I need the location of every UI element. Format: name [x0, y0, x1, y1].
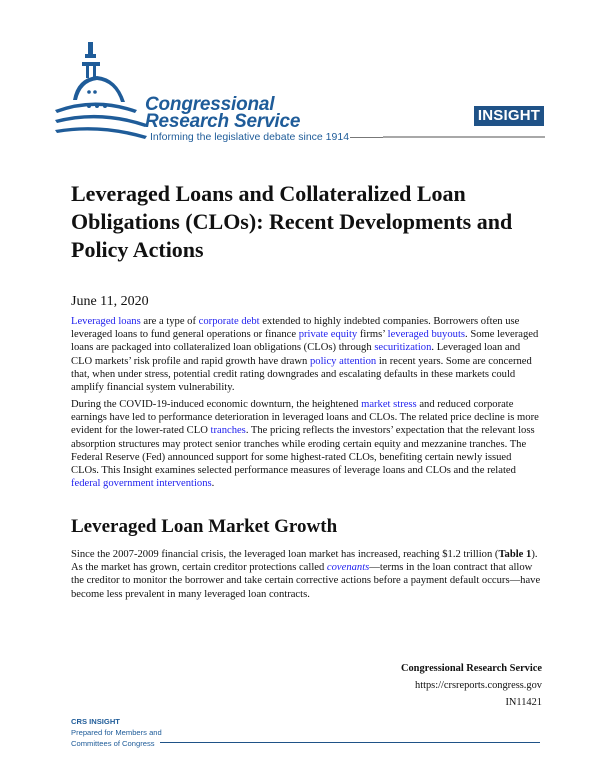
text: extended to highly indebted companies. Borrowers often use leveraged loans to fund general operations or finance	[71, 316, 520, 341]
document-title: Leveraged Loans and Collateralized Loan Obligations (CLOs): Recent Developments and Policy Actions	[71, 181, 513, 262]
publication-date: June 11, 2020	[71, 294, 149, 309]
text: firms’	[357, 329, 388, 341]
footer-divider	[160, 742, 540, 743]
link-private-equity[interactable]: private equity	[298, 329, 358, 341]
text: ). As the market has grown, certain creditor protections called	[71, 549, 538, 574]
logo-tagline: Informing the legislative debate since 1914	[150, 131, 350, 143]
footer-url: https://crsreports.congress.gov	[415, 680, 542, 691]
text: . The pricing reflects the investors’ expectation that the relevant loss absorption structures may protect senior tranches while eroding certain equity and mezzanine tranches. The Federal Reserve (Fed) announced support for some highest-rated CLOs, benefiting certain newly issued CLOs. This Insight examines selected performance measures of leverage loans and CLOs and the related	[71, 425, 535, 477]
text: . Some leveraged loans are packaged into collateralized loan obligations (CLOs) through	[71, 329, 539, 354]
footer-label	[71, 716, 162, 749]
report-id: IN11421	[505, 697, 542, 708]
logo-text-research-service: Research Service	[145, 111, 301, 132]
intro-paragraph	[71, 315, 541, 394]
footer-committees: Committees of Congress	[71, 739, 155, 748]
text: . Leveraged loan and CLO markets’ risk profile and rapid growth have drawn	[71, 342, 521, 367]
link-securitization[interactable]: securitization	[374, 342, 432, 354]
link-corporate-debt[interactable]: corporate debt	[198, 316, 260, 327]
footer-citation	[401, 660, 542, 711]
footer-prepared: Prepared for Members and	[71, 728, 162, 737]
link-policy-attention[interactable]: policy attention	[309, 355, 377, 367]
link-leveraged-buyouts[interactable]: leveraged buyouts	[387, 329, 466, 341]
text: are a type of	[140, 316, 199, 327]
section-heading: Leveraged Loan Market Growth	[71, 516, 338, 537]
link-covenants[interactable]: covenants	[326, 562, 370, 574]
header-divider	[383, 136, 545, 138]
capitol-dome-icon	[55, 40, 150, 140]
link-market-stress[interactable]: market stress	[361, 399, 417, 410]
text: in recent years. Some are concerned that, when under stress, potential credit rating downgrades and escalating defaults in these markets could amplify financial system vulnerability.	[71, 355, 532, 394]
text: Since the 2007-2009 financial crisis, the leveraged loan market has increased, reaching $1.2 trillion (	[71, 549, 499, 560]
link-leveraged-loans[interactable]: Leveraged loans	[71, 316, 141, 327]
text: During the COVID-19-induced economic downturn, the heightened	[71, 399, 362, 410]
text: —terms in the loan contract that allow the creditor to monitor the borrower and take certain corrective actions before a payment default occurs—have become less prevalent in many leveraged loan contracts.	[71, 562, 541, 600]
footer-crs-insight: CRS INSIGHT	[71, 717, 120, 726]
crs-logo	[55, 40, 385, 143]
insight-badge: INSIGHT	[474, 106, 544, 126]
text: and reduced corporate earnings have led to performance deterioration in leveraged loans and CLOs. The related price decline is more evident for the lower-rated CLO	[71, 399, 539, 437]
text: .	[211, 478, 215, 490]
footer-org: Congressional Research Service	[400, 663, 542, 674]
logo-text-congressional: Congressional	[145, 94, 275, 115]
link-federal-government-interventions[interactable]: federal government interventions	[71, 478, 212, 490]
covid-paragraph	[71, 398, 541, 490]
market-growth-paragraph	[71, 548, 541, 601]
table-reference: Table 1	[498, 549, 532, 560]
link-tranches[interactable]: tranches	[210, 425, 246, 437]
